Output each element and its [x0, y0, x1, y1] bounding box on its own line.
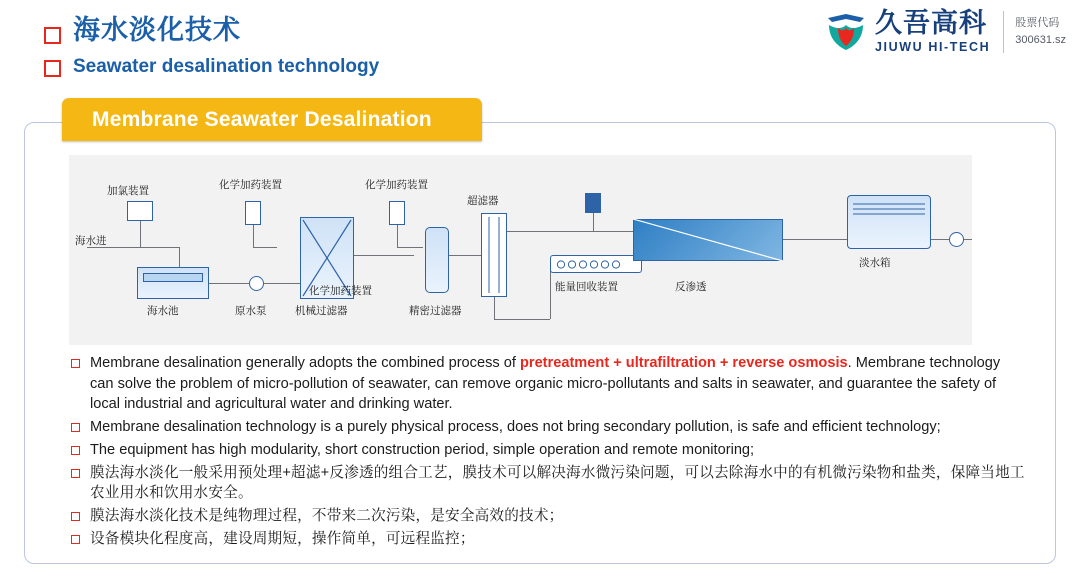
bullet-text-part: Membrane desalination generally adopts the combined process of: [90, 355, 520, 371]
diagram-label: 海水池: [147, 305, 179, 317]
diagram-label: 原水泵: [235, 305, 267, 317]
slide-header: [0, 0, 1080, 92]
list-item: [71, 506, 1026, 527]
precision-filter: [425, 227, 449, 293]
pipe-segment: [494, 319, 550, 320]
logo-name-cn: 久吾高科: [874, 8, 987, 38]
logo-text: [875, 10, 990, 54]
diagram-label: 精密过滤器: [409, 305, 462, 317]
title-cn-row: [44, 14, 379, 48]
diagram-label: 淡水箱: [859, 257, 891, 269]
bullet-text-3: The equipment has high modularity, short construction period, simple operation and remote monitoring;: [90, 441, 755, 458]
seawater-pool-level: [143, 273, 203, 282]
process-flow-diagram: [69, 155, 972, 345]
diagram-label: 化学加药装置: [219, 179, 282, 191]
pipe-segment: [264, 283, 300, 284]
pipe-segment: [354, 255, 414, 256]
diagram-label: 超滤器: [467, 195, 499, 207]
logo-divider: [1003, 11, 1004, 53]
high-pressure-pump: [585, 193, 601, 213]
pipe-segment: [253, 247, 277, 248]
pipe-segment: [507, 231, 593, 232]
pipe-segment: [593, 213, 594, 231]
page-title-en: Seawater desalination technology: [73, 55, 380, 77]
title-block: [44, 14, 379, 79]
pipe-segment: [209, 283, 249, 284]
diagram-label: 化学加药装置: [365, 179, 428, 191]
bullet-text-6: 设备模块化程度高，建设周期短，操作简单，可远程监控；: [90, 530, 475, 547]
fresh-water-level-icon: [853, 201, 925, 219]
red-square-bullet-icon: [71, 446, 80, 455]
content-panel: [24, 122, 1056, 564]
bullet-list: [71, 353, 1026, 551]
page-title-cn: 海水淡化技术: [73, 15, 241, 45]
diagram-label: 加氯装置: [107, 185, 149, 197]
bullet-text-1: [90, 353, 1026, 415]
logo-mark-icon: [824, 12, 868, 52]
diagram-label: 海水进: [75, 235, 107, 247]
pipe-segment: [179, 247, 180, 267]
ultrafiltration-lines-icon: [481, 213, 507, 297]
energy-recovery-dots-icon: [555, 259, 637, 270]
red-square-bullet-icon: [71, 535, 80, 544]
stock-label: 股票代码: [1015, 17, 1060, 30]
raw-water-pump: [249, 276, 264, 291]
section-ribbon: [62, 98, 482, 141]
pipe-segment: [494, 297, 495, 319]
chemical-dosing-unit: [245, 201, 261, 225]
pipe-segment: [140, 221, 141, 247]
bullet-text-4: 膜法海水淡化一般采用预处理+超滤+反渗透的组合工艺，膜技术可以解决海水微污染问题，可以去除海水中的有机微污染物和盐类，保障当地工农业用水和饮用水安全。: [90, 464, 1025, 502]
bullet-text-part: . Membrane technology can solve the problem of micro-pollution of seawater, can remove organic micro-pollutants and salts in seawater, and guarantee the safety of local industrial and agricultural water and drinking water.: [90, 355, 1001, 413]
list-item: [71, 463, 1026, 504]
outlet-pump: [949, 232, 964, 247]
pipe-segment: [783, 239, 847, 240]
seawater-pool: [137, 267, 209, 299]
list-item: [71, 417, 1026, 438]
bullet-text-2: Membrane desalination technology is a purely physical process, does not bring secondary pollution, is safe and efficient technology;: [90, 419, 941, 436]
section-ribbon-label: Membrane Seawater Desalination: [92, 107, 432, 131]
stock-info: [1015, 15, 1066, 48]
pipe-segment: [964, 239, 972, 240]
diagram-label: 能量回收装置: [555, 281, 618, 293]
red-square-bullet-icon: [71, 423, 80, 432]
pipe-segment: [397, 247, 423, 248]
red-square-bullet-icon: [44, 27, 61, 44]
red-square-bullet-icon: [71, 512, 80, 521]
chemical-dosing-unit: [389, 201, 405, 225]
bullet-highlight: pretreatment + ultrafiltration + reverse osmosis: [519, 355, 848, 371]
red-square-bullet-icon: [44, 60, 61, 77]
red-square-bullet-icon: [71, 359, 80, 368]
ro-diagonal-icon: [633, 219, 783, 261]
pipe-segment: [449, 255, 481, 256]
title-en-row: [44, 53, 379, 79]
diagram-label: 化学加药装置: [309, 285, 372, 297]
company-logo: [824, 10, 1066, 54]
list-item: [71, 529, 1026, 550]
diagram-label: 反渗透: [675, 281, 707, 293]
pipe-segment: [397, 225, 398, 247]
stock-code: 300631.sz: [1015, 33, 1066, 46]
pipe-segment: [931, 239, 949, 240]
pipe-segment: [253, 225, 254, 247]
logo-name-en: JIUWU HI-TECH: [874, 40, 991, 54]
chlorination-unit: [127, 201, 153, 221]
red-square-bullet-icon: [71, 469, 80, 478]
list-item: [71, 353, 1026, 415]
list-item: [71, 440, 1026, 461]
diagram-label: 机械过滤器: [295, 305, 348, 317]
pipe-segment: [550, 269, 551, 319]
bullet-text-5: 膜法海水淡化技术是纯物理过程，不带来二次污染，是安全高效的技术；: [90, 508, 564, 525]
pipe-segment: [593, 231, 633, 232]
